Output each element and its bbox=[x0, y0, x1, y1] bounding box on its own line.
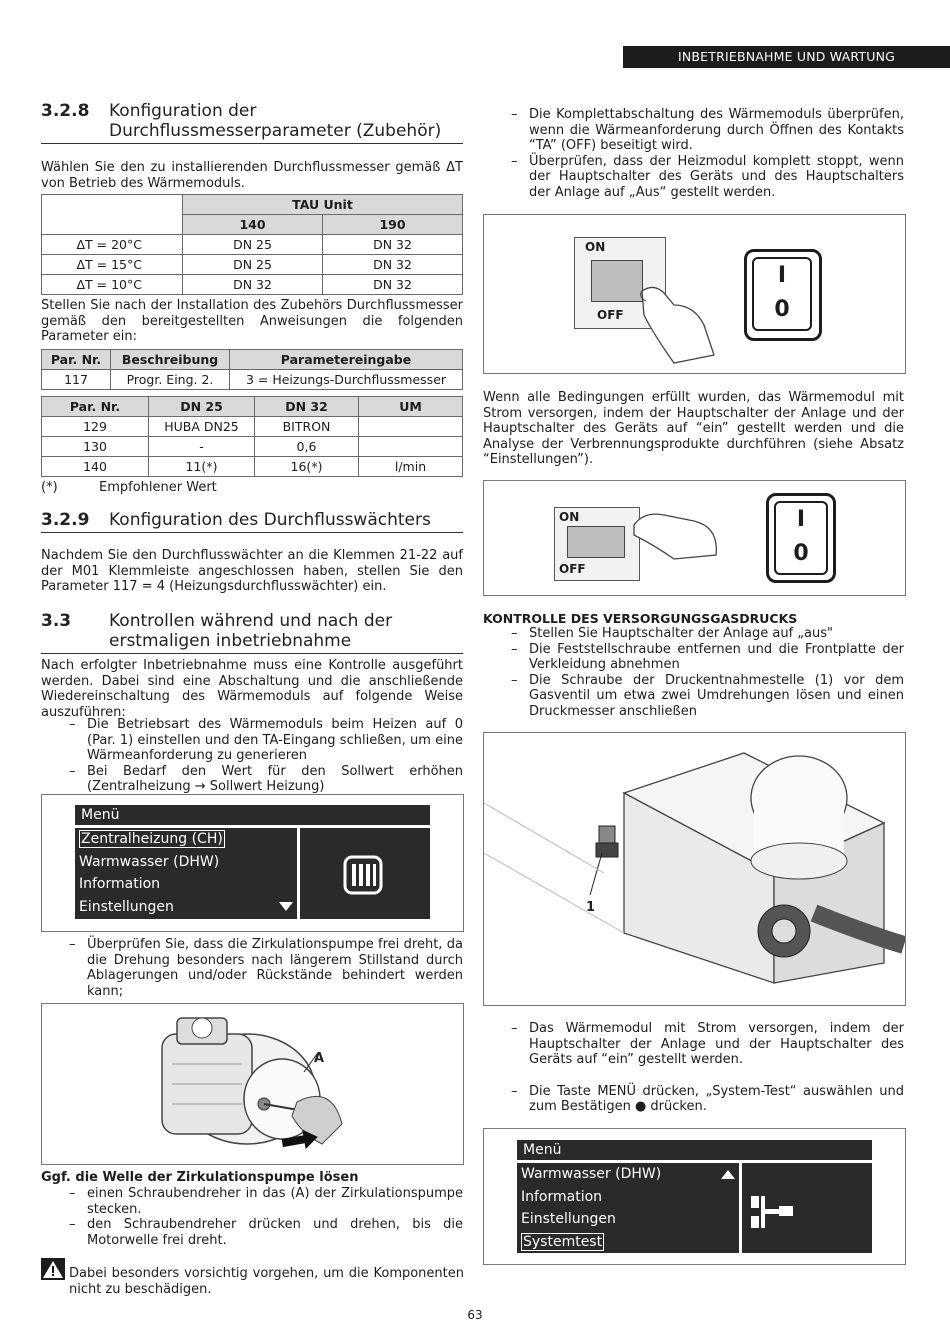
hand-pressing-icon bbox=[624, 505, 724, 565]
warning-text: Dabei besonders vorsichtig vorgehen, um die Komponenten nicht zu beschädigen. bbox=[69, 1266, 464, 1297]
switch-rocker bbox=[567, 526, 625, 558]
menu-title: Menü bbox=[75, 805, 430, 828]
footnote: (*) Empfohlener Wert bbox=[41, 480, 217, 495]
intro-text: Wählen Sie den zu installierenden Durchflussmesser gemäß ΔT von Betrieb des Wärmemoduls. bbox=[41, 160, 463, 191]
list-item: – Bei Bedarf den Wert für den Sollwert erhöhen (Zentralheizung → Sollwert Heizung) bbox=[41, 764, 463, 795]
heading-3-3: 3.3 Kontrollen während und nach der erstmaligen inbetriebnahme bbox=[41, 611, 463, 654]
pump-check-list bbox=[41, 937, 463, 999]
list-item: – Die Schraube der Druckentnahmestelle (1) vor dem Gasventil um etwa zwei Umdrehungen lösen und einen Druckmesser anschließen bbox=[483, 673, 904, 720]
list-item: – einen Schraubendreher in das (A) der Zirkulationspumpe stecken. bbox=[41, 1186, 463, 1217]
menu-item[interactable]: Information bbox=[521, 1188, 603, 1205]
label-1: 1 bbox=[586, 900, 596, 915]
switch-off-figure bbox=[483, 214, 906, 374]
menu-item-selected[interactable]: Zentralheizung (CH) bbox=[81, 831, 223, 847]
menu-item[interactable]: Warmwasser (DHW) bbox=[521, 1166, 662, 1182]
flow-switch-text: Nachdem Sie den Durchflusswächter an die Klemmen 21-22 auf der M01 Klemmleiste angeschlossen haben, stellen Sie den Parameter 117 = 4 (Heizungsdurchflusswächter) ein. bbox=[41, 548, 463, 595]
section-header-bar: INBETRIEBNAHME UND WARTUNG bbox=[623, 46, 950, 68]
label-a: A bbox=[314, 1051, 325, 1066]
menu-item[interactable]: Warmwasser (DHW) bbox=[79, 853, 220, 870]
main-switch: I 0 bbox=[744, 249, 822, 341]
parameter-table: Par. Nr. Beschreibung Parametereingabe 117 Progr. Eing. 2. 3 = Heizungs-Durchflussmesser bbox=[41, 349, 463, 390]
circulation-pump-illustration bbox=[42, 1004, 463, 1164]
display-screen bbox=[517, 1140, 872, 1253]
pump-release-list bbox=[41, 1186, 463, 1248]
table-row: ΔT = 20°C DN 25 DN 32 bbox=[42, 235, 463, 255]
table-row: 140 11(*) 16(*) l/min bbox=[42, 457, 463, 477]
menu-screen-figure-1 bbox=[41, 794, 464, 932]
gas-pressure-list bbox=[483, 626, 904, 720]
heading-3-2-9: 3.2.9 Konfiguration des Durchflusswächters bbox=[41, 510, 463, 533]
pump-figure bbox=[41, 1003, 464, 1165]
menu-list bbox=[75, 828, 300, 919]
warning-icon bbox=[41, 1258, 65, 1280]
power-on-list bbox=[483, 1021, 904, 1115]
list-item: – Das Wärmemodul mit Strom versorgen, indem der Hauptschalter der Anlage und der Hauptschalter des Geräts auf “ein” gestellt werden. bbox=[483, 1021, 904, 1068]
power-on-text: Wenn alle Bedingungen erfüllt wurden, das Wärmemodul mit Strom versorgen, indem der Hauptschalter der Anlage und der Hauptschalter des Geräts auf “ein” gestellt werden und die Analyse der Verbrennungsprodukte durchführen (siehe Absatz “Einstellungen”). bbox=[483, 390, 904, 468]
hand-pressing-icon bbox=[634, 275, 724, 365]
after-install-text: Stellen Sie nach der Installation des Zubehörs Durchflussmesser gemäß den bereitgestellten Anweisungen die folgenden Parameter ein: bbox=[41, 298, 463, 345]
gas-pressure-title: KONTROLLE DES VERSORGUNGSGASDRUCKS bbox=[483, 611, 798, 626]
flowmeter-values-table: Par. Nr. DN 25 DN 32 UM 129 HUBA DN25 BITRON 130 - 0,6 140 11(*) 16(*) l/min bbox=[41, 396, 463, 477]
table-col-header: 140 bbox=[183, 215, 323, 235]
radiator-icon bbox=[343, 855, 383, 895]
menu-title: Menü bbox=[517, 1140, 872, 1163]
gas-valve-illustration bbox=[484, 733, 905, 1005]
scroll-up-arrow-icon bbox=[721, 1170, 735, 1179]
heading-3-2-8: 3.2.8 Konfiguration der Durchflussmesserparameter (Zubehör) bbox=[41, 101, 463, 144]
wall-switch: ON OFF bbox=[554, 507, 640, 581]
menu-list bbox=[517, 1163, 742, 1253]
list-item: – Die Komplettabschaltung des Wärmemoduls überprüfen, wenn die Wärmeanforderung durch Öffnen des Kontakts “TA” (OFF) beseitigt wird. bbox=[483, 107, 904, 154]
menu-item[interactable]: Einstellungen bbox=[79, 898, 174, 915]
list-item: – Die Taste MENÜ drücken, „System-Test“ auswählen und zum Bestätigen ● drücken. bbox=[483, 1084, 904, 1115]
table-row: 130 - 0,6 bbox=[42, 437, 463, 457]
main-switch: I 0 bbox=[766, 493, 836, 583]
table-row: ΔT = 15°C DN 25 DN 32 bbox=[42, 255, 463, 275]
checks-text: Nach erfolgter Inbetriebnahme muss eine Kontrolle ausgeführt werden. Dabei sind eine Abschaltung und die anschließende Wiedereinschaltung des Wärmemoduls auf folgende Weise auszuführen: bbox=[41, 658, 463, 720]
menu-item[interactable]: Einstellungen bbox=[521, 1211, 616, 1227]
table-row: 129 HUBA DN25 BITRON bbox=[42, 417, 463, 437]
shutdown-check-list bbox=[483, 107, 904, 201]
list-item: – Stellen Sie Hauptschalter der Anlage auf „aus" bbox=[483, 626, 904, 642]
display-screen bbox=[75, 805, 430, 919]
scroll-down-arrow-icon bbox=[279, 902, 293, 911]
flowmeter-selection-table bbox=[41, 194, 463, 295]
table-group-header: TAU Unit bbox=[183, 195, 463, 215]
switch-on-figure bbox=[483, 480, 906, 596]
menu-item-selected[interactable]: Systemtest bbox=[523, 1233, 603, 1250]
table-row: ΔT = 10°C DN 32 DN 32 bbox=[42, 275, 463, 295]
page-number: 63 bbox=[467, 1308, 483, 1322]
pump-release-title: Ggf. die Welle der Zirkulationspumpe lösen bbox=[41, 1170, 359, 1185]
gas-valve-figure bbox=[483, 732, 906, 1006]
checks-list bbox=[41, 717, 463, 795]
list-item: – Überprüfen, dass der Heizmodul komplett stoppt, wenn der Hauptschalter des Geräts und des Hauptschalters der Anlage auf „Aus“ gestellt werden. bbox=[483, 154, 904, 201]
wall-switch: ON OFF bbox=[574, 237, 666, 329]
list-item: – Die Feststellschraube entfernen und die Frontplatte der Verkleidung abnehmen bbox=[483, 642, 904, 673]
table-row: 117 Progr. Eing. 2. 3 = Heizungs-Durchflussmesser bbox=[42, 370, 463, 390]
menu-item[interactable]: Information bbox=[79, 876, 161, 892]
list-item: – Die Betriebsart des Wärmemoduls beim Heizen auf 0 (Par. 1) einstellen und den TA-Eingang schließen, um eine Wärmeanforderung zu generieren bbox=[41, 717, 463, 764]
system-test-icon bbox=[749, 1192, 797, 1232]
menu-screen-figure-2 bbox=[483, 1128, 906, 1265]
list-item: – Überprüfen Sie, dass die Zirkulationspumpe frei dreht, da die Drehung besonders nach längerem Stillstand durch Ablagerungen und/oder Rückstände behindert werden kann; bbox=[41, 937, 463, 999]
list-item: – den Schraubendreher drücken und drehen, bis die Motorwelle frei dreht. bbox=[41, 1217, 463, 1248]
table-col-header: 190 bbox=[323, 215, 463, 235]
